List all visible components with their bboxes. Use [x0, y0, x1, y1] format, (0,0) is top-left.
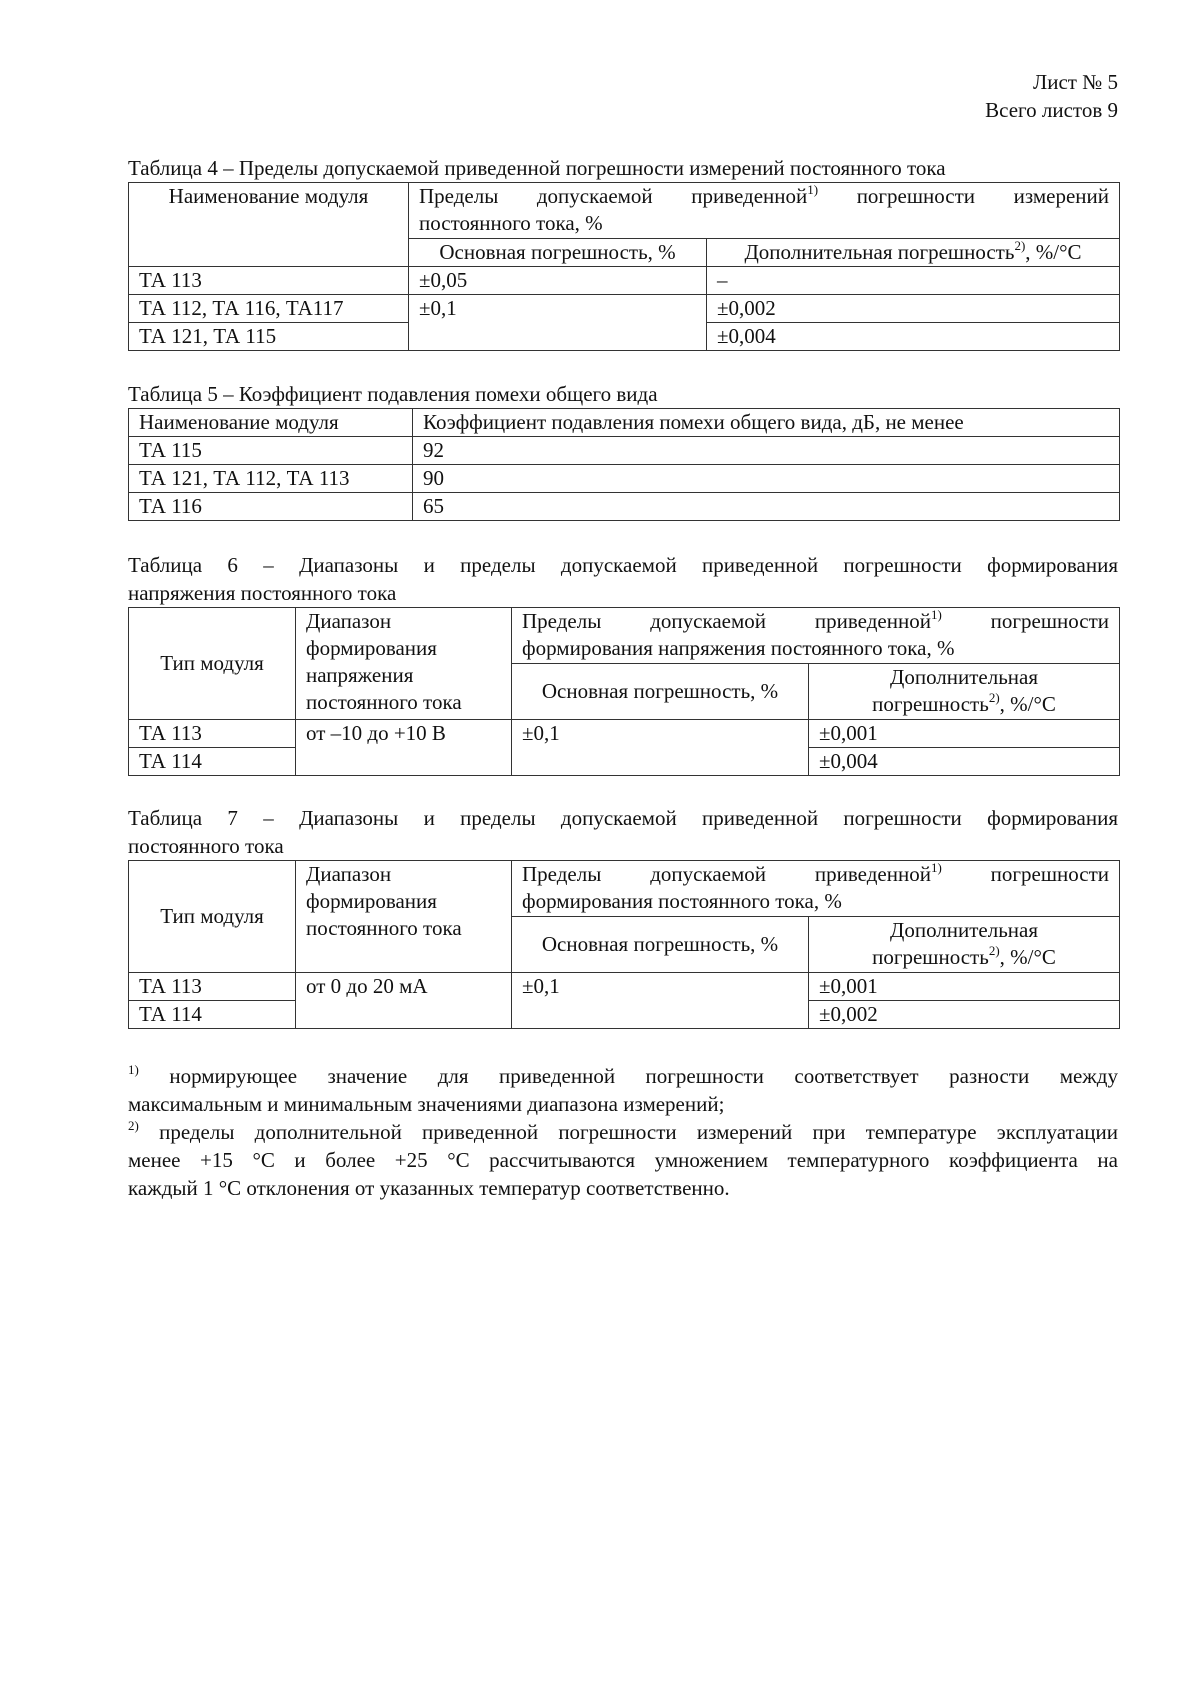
table6-caption-line1: Таблица 6 – Диапазоны и пределы допускаемой приведенной погрешности формирования [128, 553, 1118, 577]
cell-range: от 0 до 20 мА [296, 973, 512, 1029]
table7-caption-line1: Таблица 7 – Диапазоны и пределы допускаемой приведенной погрешности формирования [128, 806, 1118, 830]
table-row [129, 465, 1120, 493]
table6-limits-text-a: Пределы допускаемой приведенной [522, 609, 931, 633]
cell-module: ТА 112, ТА 116, ТА117 [129, 295, 409, 323]
table7-extra-unit: , %/°C [999, 945, 1056, 969]
cell-value: 90 [413, 465, 1120, 493]
table7-header-basic: Основная погрешность, % [512, 917, 809, 973]
footnote-ref-2: 2) [1014, 238, 1026, 253]
table6-caption [128, 551, 1118, 607]
cell-extra: ±0,002 [809, 1001, 1120, 1029]
table5-header-module: Наименование модуля [129, 409, 413, 437]
page-number: Лист № 5 [1032, 70, 1118, 94]
table6 [128, 607, 1120, 776]
cell-type: ТА 113 [129, 973, 296, 1001]
table7-header-range: Диапазон формирования постоянного тока [296, 861, 512, 973]
table6-header-basic: Основная погрешность, % [512, 664, 809, 720]
cell-module: ТА 121, ТА 115 [129, 323, 409, 351]
footnote-2-line3: каждый 1 °С отклонения от указанных температур соответственно. [128, 1176, 730, 1200]
footnote-ref-2: 2) [988, 943, 1000, 958]
cell-type: ТА 114 [129, 748, 296, 776]
cell-type: ТА 113 [129, 720, 296, 748]
total-pages: Всего листов 9 [985, 98, 1118, 122]
table5-header-value: Коэффициент подавления помехи общего вида, дБ, не менее [413, 409, 1120, 437]
table4-limits-text-b: погрешности измерений [818, 184, 1109, 208]
footnote-1-mark: 1) [128, 1062, 139, 1077]
table7-header-type: Тип модуля [129, 861, 296, 973]
table7-limits-text-b: погрешности [941, 862, 1110, 886]
cell-type: ТА 114 [129, 1001, 296, 1029]
footnote-ref-1: 1) [930, 860, 942, 875]
table4-limits-text-c: постоянного тока, % [419, 211, 603, 235]
table4-header-module: Наименование модуля [129, 183, 409, 267]
footnote-2-mark: 2) [128, 1118, 139, 1133]
footnote-2-line2: менее +15 °С и более +25 °С рассчитываются умножением температурного коэффициента на [128, 1148, 1118, 1172]
table4-caption: Таблица 4 – Пределы допускаемой приведенной погрешности измерений постоянного тока [128, 156, 946, 180]
cell-basic: ±0,05 [409, 267, 707, 295]
cell-module: ТА 113 [129, 267, 409, 295]
table7-header-limits [512, 861, 1120, 917]
table6-extra-line2: погрешность [872, 692, 989, 716]
table-row [129, 720, 1120, 748]
table6-header-range: Диапазон формирования напряжения постоянного тока [296, 608, 512, 720]
table7-limits-text-a: Пределы допускаемой приведенной [522, 862, 931, 886]
table7 [128, 860, 1120, 1029]
table5-caption: Таблица 5 – Коэффициент подавления помехи общего вида [128, 382, 658, 406]
footnote-1-line1 [128, 1062, 1118, 1090]
table6-limits-text-b: погрешности [941, 609, 1110, 633]
cell-extra: ±0,004 [809, 748, 1120, 776]
footnote-2-text: пределы дополнительной приведенной погрешности измерений при температуре эксплуатации [138, 1120, 1118, 1144]
cell-module: ТА 121, ТА 112, ТА 113 [129, 465, 413, 493]
table4-extra-unit: , %/°C [1025, 240, 1082, 264]
table7-caption-line2: постоянного тока [128, 834, 284, 858]
table-row [129, 437, 1120, 465]
table6-limits-text-c: формирования напряжения постоянного тока, % [522, 636, 955, 660]
table-row [129, 267, 1120, 295]
footnote-2-line1 [128, 1118, 1118, 1146]
table-row [129, 295, 1120, 323]
footnote-1-line2: максимальным и минимальным значениями диапазона измерений; [128, 1092, 725, 1116]
cell-extra: – [707, 267, 1120, 295]
cell-basic: ±0,1 [512, 973, 809, 1029]
table4-extra-label: Дополнительная погрешность [744, 240, 1015, 264]
cell-extra: ±0,001 [809, 973, 1120, 1001]
footnote-ref-1: 1) [807, 182, 819, 197]
cell-basic: ±0,1 [512, 720, 809, 776]
table4-header-limits [409, 183, 1120, 239]
cell-range: от –10 до +10 В [296, 720, 512, 776]
table6-caption-line2: напряжения постоянного тока [128, 581, 397, 605]
cell-module: ТА 116 [129, 493, 413, 521]
table5 [128, 408, 1120, 521]
table7-extra-line2: погрешность [872, 945, 989, 969]
cell-extra: ±0,002 [707, 295, 1120, 323]
table4-header-basic: Основная погрешность, % [409, 239, 707, 267]
table7-caption [128, 804, 1118, 860]
footnotes [128, 1062, 1118, 1202]
cell-extra: ±0,001 [809, 720, 1120, 748]
table6-extra-unit: , %/°C [999, 692, 1056, 716]
table6-extra-line1: Дополнительная [890, 665, 1039, 689]
table7-extra-line1: Дополнительная [890, 918, 1039, 942]
table4-header-extra [707, 239, 1120, 267]
table4-limits-text-a: Пределы допускаемой приведенной [419, 184, 808, 208]
table4 [128, 182, 1120, 351]
cell-value: 65 [413, 493, 1120, 521]
table-row [129, 493, 1120, 521]
table7-limits-text-c: формирования постоянного тока, % [522, 889, 842, 913]
cell-value: 92 [413, 437, 1120, 465]
footnote-ref-2: 2) [988, 690, 1000, 705]
table6-header-extra [809, 664, 1120, 720]
footnote-1-text: нормирующее значение для приведенной погрешности соответствует разности между [138, 1064, 1118, 1088]
table6-header-type: Тип модуля [129, 608, 296, 720]
table6-header-limits [512, 608, 1120, 664]
cell-basic: ±0,1 [409, 295, 707, 351]
table7-header-extra [809, 917, 1120, 973]
footnote-ref-1: 1) [930, 607, 942, 622]
cell-extra: ±0,004 [707, 323, 1120, 351]
cell-module: ТА 115 [129, 437, 413, 465]
table-row [129, 973, 1120, 1001]
